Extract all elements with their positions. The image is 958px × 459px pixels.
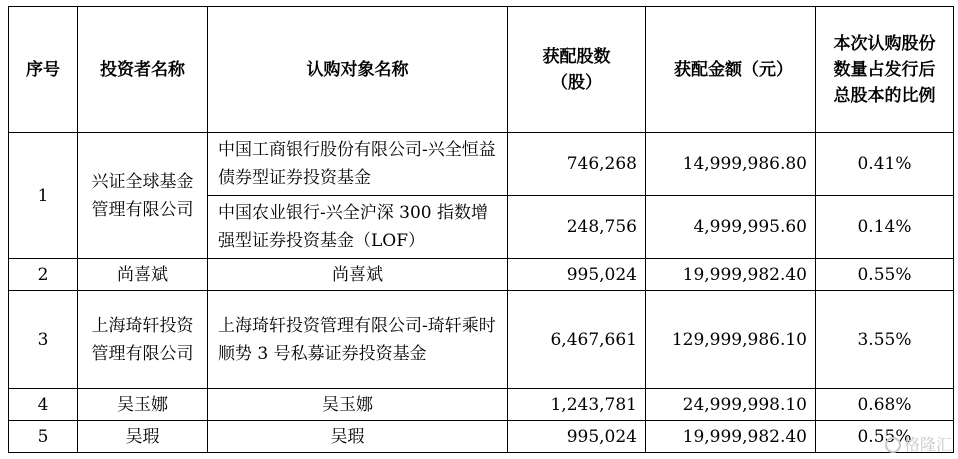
cell-investor: 兴证全球基金管理有限公司 xyxy=(78,133,208,259)
cell-shares: 1,243,781 xyxy=(508,389,646,421)
cell-seq: 5 xyxy=(9,421,78,453)
cell-target: 吴瑕 xyxy=(208,421,508,453)
header-seq: 序号 xyxy=(9,7,78,133)
header-amount: 获配金额（元） xyxy=(646,7,816,133)
cell-ratio: 0.41% xyxy=(816,133,954,196)
cell-ratio: 0.68% xyxy=(816,389,954,421)
cell-seq: 3 xyxy=(9,291,78,389)
cell-amount: 19,999,982.40 xyxy=(646,259,816,291)
table-row xyxy=(9,389,954,421)
cell-amount: 19,999,982.40 xyxy=(646,421,816,453)
cell-target: 吴玉娜 xyxy=(208,389,508,421)
table-row xyxy=(9,291,954,389)
cell-ratio: 3.55% xyxy=(816,291,954,389)
header-ratio: 本次认购股份数量占发行后总股本的比例 xyxy=(816,7,954,133)
cell-amount: 4,999,995.60 xyxy=(646,196,816,259)
cell-shares: 995,024 xyxy=(508,259,646,291)
cell-ratio: 0.55% xyxy=(816,421,954,453)
cell-ratio: 0.14% xyxy=(816,196,954,259)
cell-investor: 尚喜斌 xyxy=(78,259,208,291)
watermark-text: 格隆汇 xyxy=(903,435,952,454)
cell-shares: 995,024 xyxy=(508,421,646,453)
header-investor: 投资者名称 xyxy=(78,7,208,133)
cell-investor: 吴瑕 xyxy=(78,421,208,453)
cell-shares: 746,268 xyxy=(508,133,646,196)
cell-seq: 2 xyxy=(9,259,78,291)
cell-seq: 4 xyxy=(9,389,78,421)
table-row xyxy=(9,133,954,196)
cell-amount: 129,999,986.10 xyxy=(646,291,816,389)
cell-ratio: 0.55% xyxy=(816,259,954,291)
cell-target: 中国工商银行股份有限公司-兴全恒益债券型证券投资基金 xyxy=(208,133,508,196)
header-shares: 获配股数（股） xyxy=(508,7,646,133)
cell-shares: 6,467,661 xyxy=(508,291,646,389)
cell-target: 尚喜斌 xyxy=(208,259,508,291)
cell-target: 上海琦轩投资管理有限公司-琦轩乘时顺势 3 号私募证券投资基金 xyxy=(208,291,508,389)
header-row xyxy=(9,7,954,133)
header-target: 认购对象名称 xyxy=(208,7,508,133)
watermark xyxy=(885,432,952,455)
cell-seq: 1 xyxy=(9,133,78,259)
cell-amount: 14,999,986.80 xyxy=(646,133,816,196)
table-row xyxy=(9,259,954,291)
cell-shares: 248,756 xyxy=(508,196,646,259)
cell-target: 中国农业银行-兴全沪深 300 指数增强型证券投资基金（LOF） xyxy=(208,196,508,259)
cell-investor: 吴玉娜 xyxy=(78,389,208,421)
cell-investor: 上海琦轩投资管理有限公司 xyxy=(78,291,208,389)
allocation-table xyxy=(8,6,954,453)
cell-amount: 24,999,998.10 xyxy=(646,389,816,421)
watermark-logo-icon xyxy=(885,437,901,453)
table-row xyxy=(9,421,954,453)
